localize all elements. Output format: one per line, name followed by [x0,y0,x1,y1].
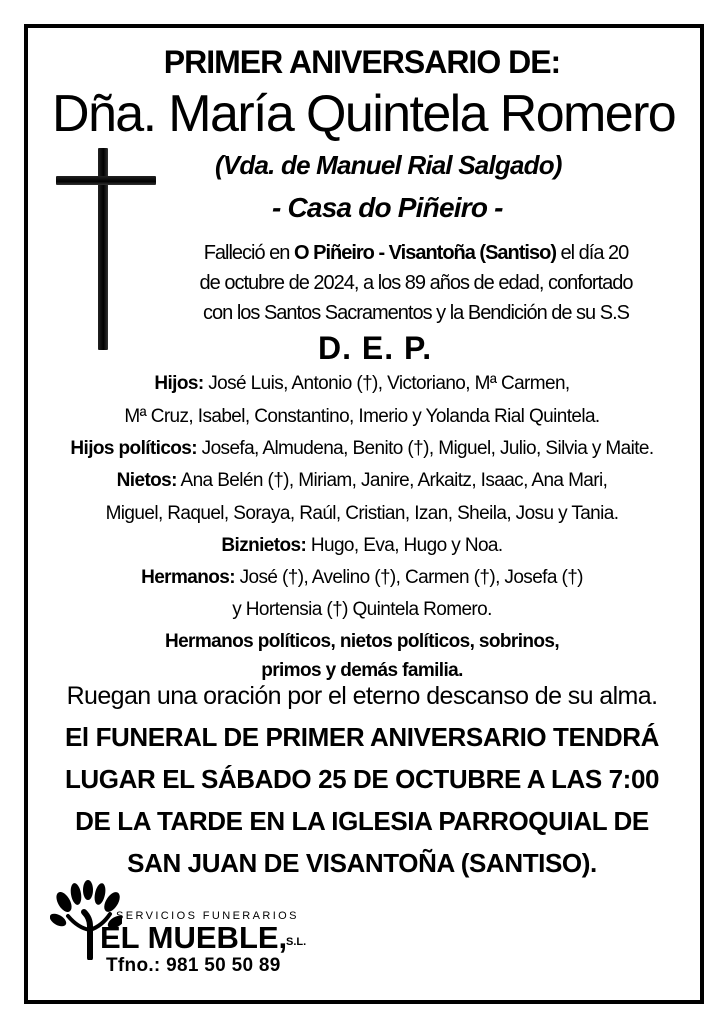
family-others-line-1: Hermanos políticos, nietos políticos, sobrinos, [164,631,560,652]
logo-tagline: SERVICIOS FUNERARIOS [116,910,299,922]
family-nietos-line-2: Miguel, Raquel, Soraya, Raúl, Cristian, Izan, Sheila, Josu y Tania. [105,503,619,524]
family-hermanos-line-1 [0,567,724,589]
deceased-name: Dña. María Quintela Romero [52,85,676,143]
cross-horizontal-bar [56,176,156,185]
hijos-names-1: José Luis, Antonio (†), Victoriano, Mª Carmen, [203,373,570,394]
death-line-1 [160,242,672,265]
logo-suffix: S.L. [286,936,307,948]
hermanos-label: Hermanos: [141,567,235,588]
nietos-label: Nietos: [116,470,177,491]
hermanos-names-1: José (†), Avelino (†), Carmen (†), Josefa (†) [234,567,583,588]
family-others-line-2: primos y demás familia. [261,660,463,681]
widow-of: (Vda. de Manuel Rial Salgado) [215,150,562,180]
family-politicos-line [0,438,724,460]
funeral-line-4: SAN JUAN DE VISANTOÑA (SANTISO). [127,848,597,878]
house-name: - Casa do Piñeiro - [272,192,503,223]
death-line-2: de octubre de 2024, a los 89 años de edad, confortado [199,272,633,294]
funeral-line-3: DE LA TARDE EN LA IGLESIA PARROQUIAL DE [75,806,649,836]
rip-text: D. E. P. [318,330,433,366]
family-hermanos-line-2: y Hortensia (†) Quintela Romero. [232,599,492,620]
family-biznietos-line [0,535,724,557]
family-nietos-line-1 [0,470,724,492]
notice-heading: PRIMER ANIVERSARIO DE: [163,44,561,80]
prayer-request: Ruegan una oración por el eterno descanso de su alma. [66,682,658,710]
nietos-names-1: Ana Belén (†), Miriam, Janire, Arkaitz, Isaac, Ana Mari, [176,470,608,491]
biznietos-names: Hugo, Eva, Hugo y Noa. [306,535,503,556]
death-line-1-pre: Falleció en [203,242,294,264]
politicos-names: Josefa, Almudena, Benito (†), Miguel, Julio, Silvia y Maite. [197,438,654,459]
phone-number: Tfno.: 981 50 50 89 [106,955,281,976]
politicos-label: Hijos políticos: [70,438,197,459]
death-place: O Piñeiro - Visantoña (Santiso) [293,242,556,264]
biznietos-label: Biznietos: [221,535,307,556]
death-line-3: con los Santos Sacramentos y la Bendición de su S.S [203,302,629,324]
funeral-line-2: LUGAR EL SÁBADO 25 DE OCTUBRE A LAS 7:00 [64,764,660,794]
family-hijos-line-2: Mª Cruz, Isabel, Constantino, Imerio y Yolanda Rial Quintela. [124,406,600,427]
death-line-1-post: el día 20 [556,242,629,264]
family-hijos-line-1 [0,373,724,395]
funeral-line-1: El FUNERAL DE PRIMER ANIVERSARIO TENDRÁ [64,722,659,752]
logo-name: EL MUEBLE, [100,920,288,955]
hijos-label: Hijos: [154,373,204,394]
